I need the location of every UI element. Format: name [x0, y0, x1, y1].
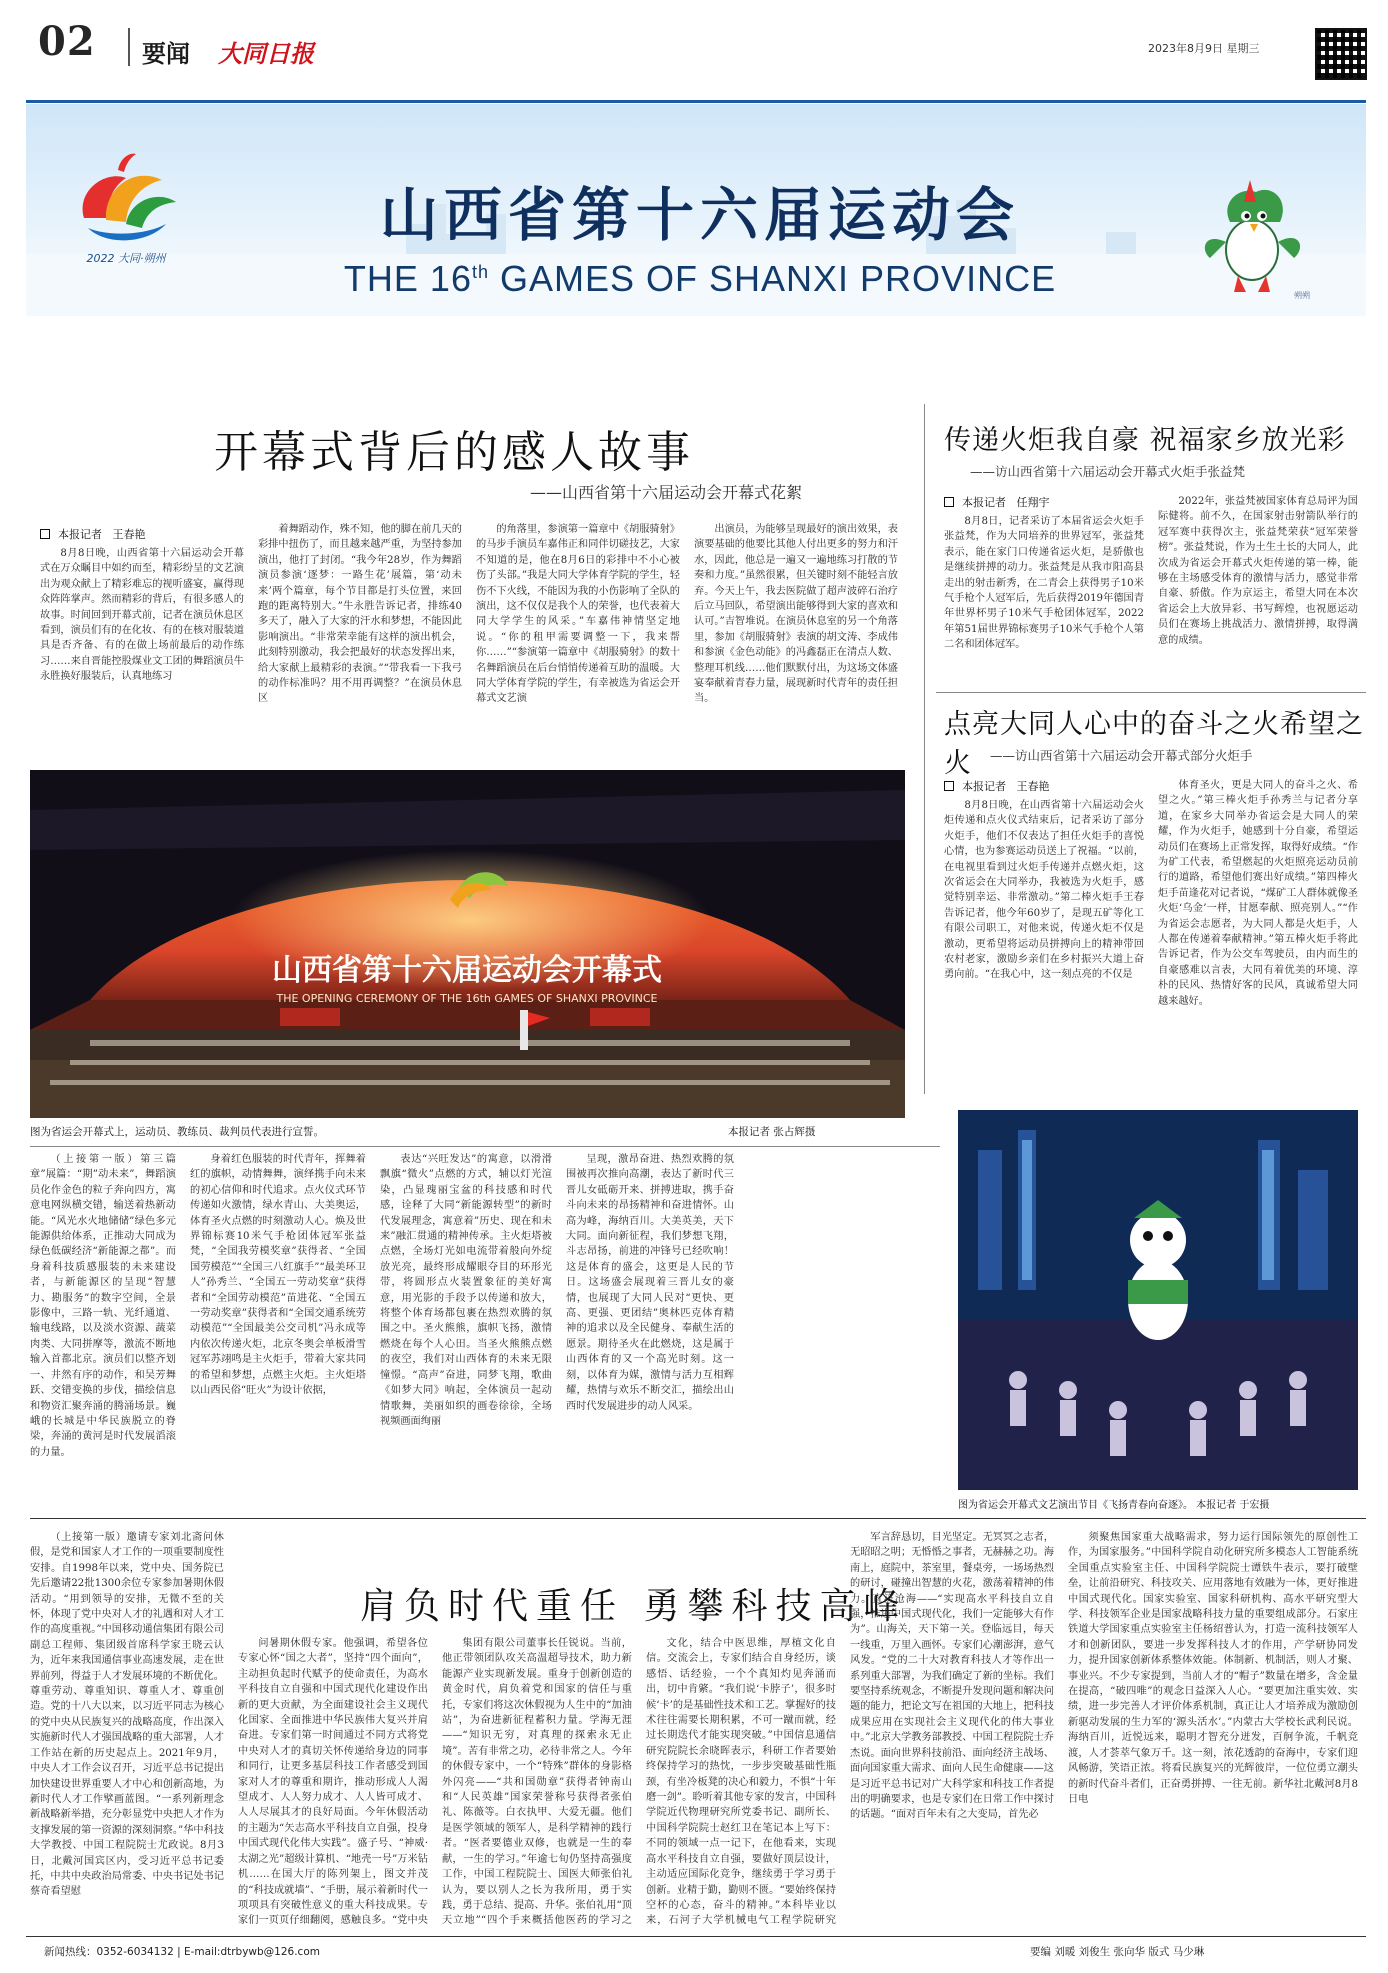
- article-b-title: 传递火炬我自豪 祝福家乡放光彩: [944, 425, 1346, 456]
- performance-photo-caption: 图为省运会开幕式文艺演出节目《飞扬青春向奋逐》。 本报记者 于宏摄: [958, 1500, 1270, 1511]
- main-photo-caption: 图为省运会开幕式上，运动员、教练员、裁判员代表进行宣誓。: [30, 1126, 324, 1138]
- header-separator: [128, 28, 130, 66]
- article-a-text-1: 8月8日晚，山西省第十六届运动会开幕式在万众瞩目中如约而至，精彩纷呈的文艺演出为观众献上了精彩难忘的视听盛宴，赢得现众阵阵掌声。然而精彩的背后，有很多感人的故事。时间回到开幕式前，记者在演员休息区看到，演员们有的在化妆、有的在核对服装道具是否齐备、有的在做上场前最后的动作练习……来自晋能控股煤业文工团的舞蹈演员牛永胜换好服装后，认真地练习: [40, 548, 244, 683]
- footer-hotline: 新闻热线：0352-6034132 | E-mail:dtrbywb@126.com: [44, 1946, 320, 1958]
- continuation-column-3: [380, 1152, 552, 1542]
- continuation-text-1: （上接第一版）第三篇章”展篇：“期”动未来”，舞蹈演员化作金色的粒子奔向四方，寓意电网纵横交错，输送着热新动能。“风光水火地储储”绿色多元能源供给体系，正推动大同成为绿色低碳经济“新能源之都”。而身着科技质感服装的未来建设者，与新能源区的呈现“智慧力、勘服务”的数字空间，全景影像中，三路一轨、光纤通道、输电线路，以及淡水资源、蔬菜肉类、大同拼摩等，激流不断地输入首都北京。演员们以整齐划一、井然有序的动作，和吴芳舞跃、交错变换的步伐，描绘信息和物资汇聚奔涌的腾涌场景。巍峨的长城是中华民族脱立的脊梁，奔涌的黄河是时代发展滔滚的力量。: [30, 1154, 176, 1458]
- screen-title: 山西省第十六届运动会开幕式: [272, 953, 662, 988]
- article-b-bottom-rule: [936, 692, 1366, 693]
- article-d-text-6: 须聚焦国家重大战略需求，努力运行国际领先的原创性工作，为国家服务。”中国科学院自动化研究所多模态人工智能系统全国重点实验室主任、中国科学院院士谭铁牛表示，要打破壁垒，让前沿研究、科技攻关、应用落地有效融为一体，更好推进中国式现代化。国家实验室、国家科研机构、高水平研究型大学、科技领军企业是国家战略科技力量的重要组成部分。石家庄铁道大学国家重点实验室主任杨绍普认为，打造一流科技领军人才和创新团队，要进一步发挥科技人才的作用，产学研协同发力，提升国家创新体系整体效能。体制新、机制活，则人才聚、事业兴。不少专家提到，当前人才的“帽子”数量在增多，含金量在提高，“破四唯”的观念日益深入人心。“要更加注重实效、实绩，进一步完善人才评价体系机制，真正让人才培养成为激励创新驱动发展的生力军的‘源头活水’。”内蒙古大学校长武利民说。海纳百川，近悦远来，聪明才智充分迸发，百舸争流，千帆竞渡，人才荟萃气象万千。这一刻，浓花透韵的奋海中，专家们迎风畅游，笑语正浓。将看民族复兴的光辉彼岸，一位位勇立潮头的新时代奋斗者们，正奋勇拼搏、一往无前。新华社北戴河8月8日电: [1068, 1532, 1358, 1805]
- banner-subtitle-prefix: THE 16: [343, 258, 472, 299]
- article-c-byline: [944, 778, 1050, 794]
- article-d-column-3: [442, 1636, 632, 1930]
- article-c-subtitle: ——访山西省第十六届运动会开幕式部分火炬手: [990, 748, 1253, 763]
- byline-label: 本报记者: [962, 780, 1006, 793]
- main-photo-credit: 本报记者 张占辉摄: [728, 1126, 816, 1138]
- article-a-column-1: [40, 546, 244, 764]
- article-c-text-2: 体育圣火，更是大同人的奋斗之火、希望之火。”第三棒火炬手孙秀兰与记者分享道，在家乡大同举办省运会是大同人的荣耀，作为火炬手，她感到十分自豪，希望运动员们在赛场上正常发挥，取得好成绩。“作为矿工代表，希望燃起的火炬照亮运动员前行的道路，希望他们赛出好成绩。”第四棒火炬手苗逢花对记者说，“煤矿工人群体就像圣火炬‘乌金’一样，甘愿奉献、照亮别人。”“作为省运会志愿者，为大同人都是火炬手，人人都在传递着奉献精神。”第五棒火炬手将此告诉记者，作为公交车驾驶员，由内而生的自豪感难以言表，大同有着优美的环境、淳朴的民风、热情好客的民风，真诚希望大同越来越好。: [1158, 780, 1358, 1007]
- byline-name: 王春艳: [1016, 780, 1050, 793]
- article-c-column-1: [944, 798, 1144, 1088]
- masthead: 大同日报: [218, 40, 314, 68]
- article-d-column-2: [238, 1636, 428, 1930]
- article-a-column-4: [694, 522, 898, 764]
- article-d-column-5: [850, 1530, 1054, 1930]
- article-d-text-1: （上接第一版）邀请专家刘北斋问休假，是党和国家人才工作的一项重要制度性安排。自1998年以来，党中央、国务院已先后邀请22批1300余位专家参加暑期休假活动。“用到领导的安排，无微不至的关怀，体现了党中央对人才的礼遇和对人才工作的高度重视。”中国移动通信集团有限公司副总工程师、集团级首席科学家王晓云认为，近年来我国通信事业高速发展，走在世界前列，得益于人才发展环境的不断优化。尊重劳动、尊重知识、尊重人才、尊重创造。党的十八大以来，以习近平同志为核心的党中央从民族复兴的战略高度，作出深入实施新时代人才强国战略的重大部署，人才工作站在新的历史起点上。2021年9月，中央人才工作会议召开，习近平总书记提出加快建设世界重要人才中心和创新高地，为新时代人才工作擘画蓝图。“一系列新理念新战略新举措，充分彰显党中央把人才作为支撑发展的第一资源的深刻洞察。”华中科技大学教授、中国工程院院士尤政说。8月3日，北戴河国宾区内，受习近平总书记委托，中共中央政治局常委、中央书记处书记蔡奇看望慰: [30, 1532, 224, 1898]
- byline-marker-icon: [40, 529, 50, 539]
- article-d-text-5: 军言辞恳切，目光坚定。无冥冥之志者，无昭昭之明；无惛惛之事者，无赫赫之功。海南上，庭院中，茶室里，餐桌旁，一场场热烈的研讨，碰撞出智慧的火花，激荡着精神的伟力。直济沧海——“实现高水平科技自立自强，推进中国式现代化，我们一定能够大有作为”。山海关，天下第一关。登临远目，每天一线重，万里入画怀。专家们心潮澎湃，意气风发。“党的二十大对教育科技人才等作出一系列重大部署，为我们确定了新的坐标。我们要坚持系统观念，不断提升发现问题和解决问题的能力，把论文写在祖国的大地上，把科技成果应用在实现社会主义现代化的伟大事业中。”北京大学教务部教授、中国工程院院士乔杰说。面向世界科技前沿、面向经济主战场、面向国家重大需求、面向人民生命健康——这是习近平总书记对广大科学家和科技工作者提出的明确要求，也是专家们在日常工作中探讨的话题。“面对百年未有之大变局，首先必: [850, 1532, 1054, 1821]
- opening-ceremony-photo: [30, 770, 905, 1118]
- article-b-column-1: [944, 514, 1144, 684]
- performance-photo: [958, 1110, 1358, 1490]
- footer-rule: [26, 1936, 1366, 1937]
- article-a-byline: [40, 526, 146, 542]
- column-divider: [924, 404, 925, 1094]
- qr-code-icon: [1315, 28, 1367, 80]
- byline-marker-icon: [944, 781, 954, 791]
- article-d-title: 肩负时代重任 勇攀科技高峰: [360, 1586, 908, 1627]
- banner-title: 山西省第十六届运动会: [379, 181, 1020, 249]
- continuation-text-2: 身着红色服装的时代青年，挥舞着红的旗帜，动情舞舞，演绎携手向未来的初心信仰和时代追求。点火仪式环节传递如火激情，绿水青山、大美奥运，体育圣火点燃的时刻激动人心。焕及世界锦标赛10米气手枪团体冠军张益梵，“全国我劳模奖章”获得者、“全国国劳模范”“全国三八红旗手”“最美环卫人”孙秀兰、“全国五一劳动奖章”获得者和“全国劳动模范”苗进花、“全国五一劳动奖章”获得者和“全国交通系统劳动模范”“全国最美公交司机”冯永成等内依次传递火炬，北京冬奥会单板滑雪冠军苏翊鸣是主火炬手，带着大家共同的希望和梦想，点燃主火炬。主火炬塔以山西民俗“旺火”为设计依据，: [190, 1154, 366, 1397]
- section-name: 要闻: [142, 40, 190, 68]
- article-d-text-3: 集团有限公司董事长任锐说。当前，他正带领团队攻关高温超导技术，助力新能源产业实现新发展。重身于创新创造的黄金时代，肩负着党和国家的信任与重托，专家们将这次休假视为人生中的“加油站”，为奋进新征程蓄积力量。学海无涯——“知识无穷，对真理的探索永无止境”。苦有非常之功，必待非常之人。今年的休假专家中，一个“特殊”群体的身影格外闪亮——“共和国勋章”获得者钟南山和“人民英雄”国家荣誉称号获得者张伯礼、陈薇等。白衣执甲、大爱无疆。他们是医学领域的领军人，是科学精神的践行者。“医者要德业双修，也就是一生的奉献，一生的学习。”年逾七旬仍坚持高强度工作，中国工程院院士、国医大师张伯礼认为，要以别人之长为我所用，勇于实践，勇于总结、提高、升华。张伯礼用“顶天立地”“四个手来概括他医药的学习之: [442, 1638, 632, 1927]
- page-number: 02: [38, 18, 96, 65]
- article-a-text-2: 着舞蹈动作，殊不知，他的脚在前几天的彩排中扭伤了，而且越来越严重，为坚持参加演出，他打了封闭。“我今年28岁，作为舞蹈演员参演‘逐梦：一路生花’展篇，第‘动未来’两个篇章，每个节目都是打头位置，来回跑的距离特别大。”牛永胜告诉记者，排练40多天了，融入了大家的汗水和梦想，不能因此影响演出。“非常荣幸能有这样的演出机会，此刻特别激动，我会把最好的状态发挥出来，给大家献上最精彩的表演。”“带我看一下我弓的动作标准吗？用不用再调整？”在演员休息区: [258, 524, 462, 705]
- article-b-byline: [944, 494, 1050, 510]
- mascot-label: 朔朔: [1294, 291, 1310, 300]
- continuation-top-rule: [30, 1146, 940, 1147]
- article-a-text-4: 出演员，为能够呈现最好的演出效果，表演要基础的他要比其他人付出更多的努力和汗水，因此，他总是一遍又一遍地练习打散的节奏和力度。”虽然很累，但关键时刻不能轻言放弃。今天上午，我去医院做了超声波碎石治疗后立马回队，希望演出能够得到大家的喜欢和认可。”吉智堆说。在演员休息室的另一个角落里，参加《胡服骑射》表演的胡文涛、李成伟和参演《金色动能》的冯鑫磊正在清点人数、整理耳机线……他们默默付出，为这场文体盛宴奉献着青春力量，展现新时代青年的责任担当。: [694, 524, 898, 705]
- issue-date: 2023年8月9日 星期三: [1148, 42, 1260, 55]
- mascot-illustration: [1190, 172, 1320, 302]
- byline-label: 本报记者: [58, 528, 102, 541]
- continuation-column-4: [566, 1152, 734, 1542]
- article-b-text-1: 8月8日，记者采访了本届省运会火炬手张益梵，作为大同培养的世界冠军，张益梵表示，能在家门口传递省运火炬，是骄傲也是继续拼搏的动力。张益梵是从我市阳高县走出的射击新秀，在二青会上获得男子10米气手枪个人冠军后，先后获得2019年德国青年世界杯男子10米气手枪团体冠军，2022年第51届世界锦标赛男子10米气手枪个人第二名和团体冠军。: [944, 516, 1144, 651]
- byline-marker-icon: [944, 497, 954, 507]
- article-b-subtitle: ——访山西省第十六届运动会开幕式火炬手张益梵: [970, 464, 1246, 479]
- article-a-subtitle: ——山西省第十六届运动会开幕式花絮: [530, 483, 803, 502]
- article-a-title: 开幕式背后的感人故事: [214, 427, 694, 478]
- article-d-column-4: [646, 1636, 836, 1930]
- byline-name: 王春艳: [112, 528, 146, 541]
- header-rule: [26, 100, 1366, 103]
- footer-editors: 要编 刘暖 刘俊生 张向华 版式 马少琳: [1030, 1946, 1205, 1958]
- continuation-column-2: [190, 1152, 366, 1542]
- article-d-text-2: 问暑期休假专家。他强调，希望各位专家心怀“国之大者”，坚持“四个面向”，主动担负起时代赋予的使命责任，为高水平科技自立自强和中国式现代化建设作出新的更大贡献，为全面建设社会主义现代化国家、全面推进中华民族伟大复兴并肩奋进。专家们第一时间通过不同方式将党中央对人才的真切关怀传递给身边的同事和同行，让更多基层科技工作者感受到国家对人才的尊重和期许，推动形成人人渴望成才、人人努力成才、人人皆可成才、人人尽展其才的良好局面。今年休假活动的主题为“矢志高水平科技自立自强，投身中国式现代化伟大实践”。盛子号、“神威·太湖之光”超级计算机、“地壳一号”万米钻机……在国大厅的陈列架上，图文并茂的“科技成就墙”、“手册，展示着新时代一项项具有突破性意义的重大科技成果。专家们一页页仔细翻阅，感触良多。“党中央: [238, 1638, 428, 1927]
- article-a-text-3: 的角落里，参演第一篇章中《胡服骑射》的马步手演员车嘉伟正和同伴切磋技艺，大家不知道的是，他在8月6日的彩排中不小心被伤了头部。”我是大同大学体育学院的学生，轻伤不下火线，不能因为我的小伤影响了全队的演出，这不仅仅是我个人的荣誉，也代表着大同大学学生的风采。”车嘉伟神情坚定地说。“你的租甲需要调整一下，我来帮你……”“参演第一篇章中《胡服骑射》的数十名舞蹈演员在后台悄悄传递着互助的温暖。大同大学体育学院的学生，有幸被选为省运会开幕式文艺演: [476, 524, 680, 705]
- article-a-column-3: [476, 522, 680, 764]
- logo-caption: 2022 大同·朔州: [86, 252, 166, 265]
- article-c-text-1: 8月8日晚，在山西省第十六届运动会火炬传递和点火仪式结束后，记者采访了部分火炬手，他们不仅表达了担任火炬手的喜悦心情，也为参赛运动员送上了祝福。“以前，在电视里看到过火炬手传递并点燃火炬，这次省运会在大同举办，我被选为火炬手，感觉特别幸运、非常激动。”第二棒火炬手王春告诉记者，他今年60岁了，是现五矿等化工有限公司职工，对他来说，传递火炬不仅是激动，更希望将运动员拼搏向上的精神带回农村老家，激励乡亲们在乡村振兴大道上奋勇向前。“在我心中，这一刻点亮的不仅是: [944, 800, 1144, 981]
- continuation-text-3: 表达“兴旺发达”的寓意，以滑滑飘旗“微火”点燃的方式，辅以灯光渲染，凸显瑰丽宝盆的科技感和时代感，诠释了大同“新能源转型”的新时代发展理念，寓意着”历史、现在和未来”融汇贯通的精神传承。主火炬塔被点燃，全场灯光如电流带着般向外绽放光亮，最终形成耀眼夺目的环形光带，将圆形点火装置象征的美好寓意，用光影的手段予以传递和放大，将整个体育场都包裹在热烈欢腾的氛围之中。圣火熊熊，旗帜飞扬，激情燃烧在每个人心田。当圣火熊熊点燃的夜空，我们对山西体育的未来无限憧憬。“高声”奋进，同梦飞翔，歌曲《如梦大同》响起，全体演员一起动情歌舞，美丽如织的画卷徐徐，全场视频画面绚丽: [380, 1154, 552, 1427]
- article-b-column-2: [1158, 494, 1358, 684]
- article-d-column-6: [1068, 1530, 1358, 1930]
- banner-subtitle: [250, 258, 1150, 300]
- article-b-text-2: 2022年，张益梵被国家体育总局评为国际健将。前不久，在国家射击射箭队举行的冠军赛中获得次主，张益梵荣获“冠军荣誉榜”。张益梵说，作为土生土长的大同人，此次成为省运会开幕式火炬传递的第一棒，能够在主场感受体育的激情与活力，感觉非常自豪、骄傲。作为京运主，希望大同在本次省运会上大放异彩、书写辉煌，也祝愿运动员们在赛场上挑战活力、激情拼搏，取得满意的成绩。: [1158, 496, 1358, 646]
- article-d-column-1: [30, 1530, 224, 1930]
- continuation-column-1: [30, 1152, 176, 1542]
- byline-name: 任翔宇: [1016, 496, 1050, 509]
- games-logo: [66, 140, 186, 270]
- article-d-text-4: 文化，结合中医思维，厚植文化自信。交流会上，专家们结合自身经历，谈感悟、话经验，一个个真知灼见奔涌而出，切中肯綮。“我们说‘卡脖子’，很多时候‘卡’的是基础性技术和工艺。掌握好的技术往往需要长期积累，不可一蹴而就，经过长期迭代才能实现突破。”中国信息通信研究院院长余晓晖表示，科研工作者要始终保持学习的热忱，一步步突破基础性瓶颈，有坐冷板凳的决心和毅力，不惧“十年磨一剑”。聆听着其他专家的发言，中国科学院近代物理研究所党委书记、副所长、中国科学院院士赵红卫在笔记本上写下：不同的领域一点一记下，在他看来，实现高水平科技自立自强，要做好顶层设计，主动适应国际化竞争，继续勇于学习勇于创新。业精于勤，勤则不匮。“要始终保持空杯的心态，奋斗的精神。”本科毕业以来，石河子大学机械电气工程学院研究: [646, 1638, 836, 1927]
- screen-subtitle: THE OPENING CEREMONY OF THE 16th GAMES OF SHANXI PROVINCE: [276, 992, 658, 1005]
- banner-subtitle-suffix: GAMES OF SHANXI PROVINCE: [488, 258, 1057, 299]
- article-d-top-rule: [30, 1518, 1366, 1519]
- continuation-text-4: 呈现，激昂奋进、热烈欢腾的氛围被再次推向高潮，表达了新时代三晋儿女砥砺开来、拼搏进取，携手奋斗向未来的昂扬精神和奋进情怀。山高为峰，海纳百川。大美英美，天下大同。面向新征程，我们梦想飞翔，斗志昂扬，前进的冲锋号已经吹响！这是体育的盛会，这更是人民的节日。这场盛会展现着三晋儿女的豪情，也展现了大同人民对“更快、更高、更强、更团结”奥林匹克体育精神的追求以及全民健身、奉献生活的愿景。期待圣火在此燃烧，这是属于山西体育的又一个高光时刻。这一刻，以体育为媒，激情与活力互相辉耀，热情与欢乐不断交汇，描绘出山西时代发展进步的动人风采。: [566, 1154, 734, 1412]
- article-c-column-2: [1158, 778, 1358, 1088]
- article-c-title: 点亮大同人心中的奋斗之火希望之火: [944, 709, 1364, 779]
- banner-subtitle-sup: th: [471, 262, 489, 282]
- byline-label: 本报记者: [962, 496, 1006, 509]
- article-a-column-2: [258, 522, 462, 764]
